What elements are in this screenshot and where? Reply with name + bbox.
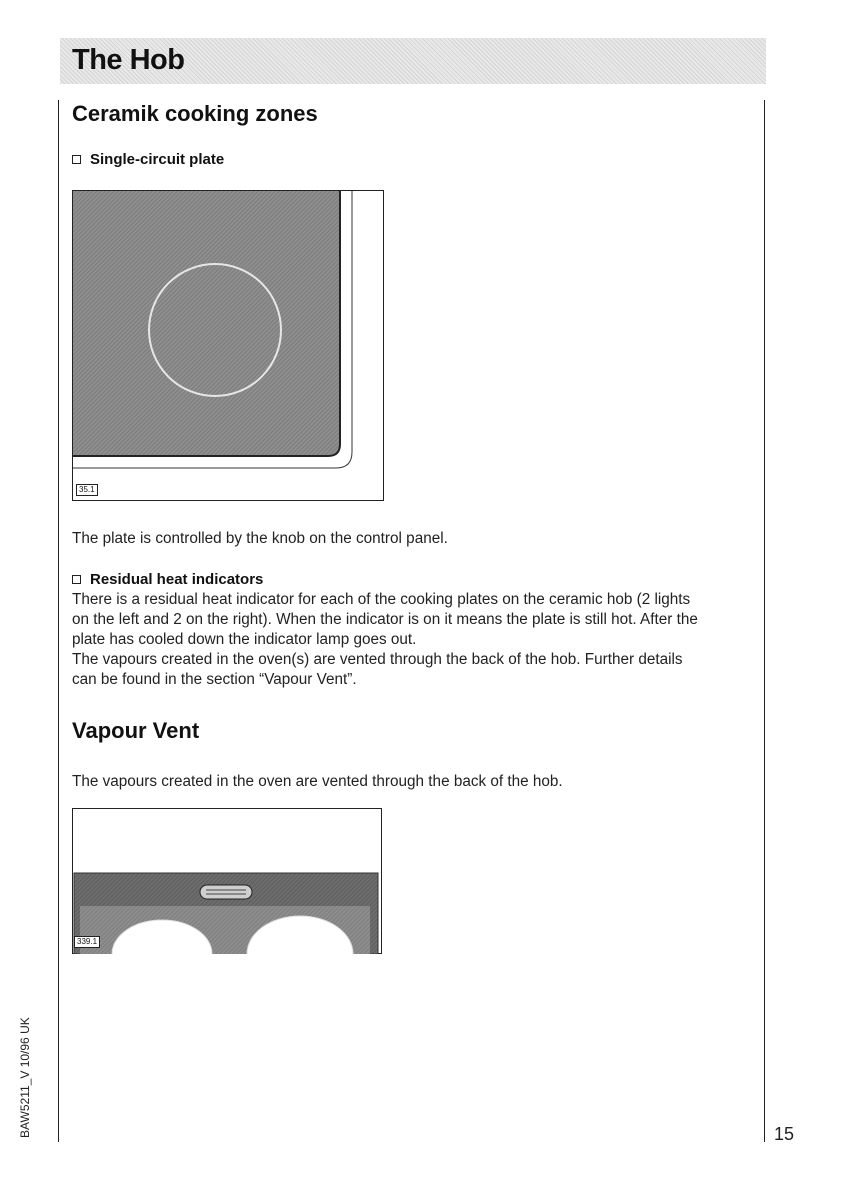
checkbox-bullet-icon — [72, 575, 81, 584]
figure-single-circuit-plate — [72, 190, 384, 501]
figure-vapour-vent — [72, 808, 382, 954]
page-number: 15 — [774, 1124, 795, 1144]
figure-label: 35.1 — [76, 484, 98, 496]
subheading-label: Residual heat indicators — [90, 571, 264, 588]
section-heading-ceramik: Ceramik cooking zones — [72, 101, 318, 126]
paragraph-residual-heat — [72, 590, 754, 690]
right-margin-rule — [764, 100, 765, 1142]
paragraph-line: on the left and 2 on the right). When the indicator is on it means the plate is still hot. After the — [72, 611, 698, 628]
section-heading-vapour-vent: Vapour Vent — [72, 718, 200, 743]
figure-label: 339.1 — [74, 936, 100, 948]
paragraph-line: plate has cooled down the indicator lamp goes out. — [72, 631, 417, 648]
page-title: The Hob — [72, 44, 185, 76]
paragraph-line: can be found in the section “Vapour Vent”. — [72, 671, 357, 688]
checkbox-bullet-icon — [72, 155, 81, 164]
paragraph-vapour-vent: The vapours created in the oven are vented through the back of the hob. — [72, 773, 563, 790]
paragraph-line: There is a residual heat indicator for each of the cooking plates on the ceramic hob (2 lights — [72, 591, 691, 608]
subheading-residual-heat — [72, 571, 263, 588]
document-code: BAW5211_V 10/96 UK — [18, 1017, 32, 1138]
hob-plate-illustration — [72, 190, 384, 501]
subheading-label: Single-circuit plate — [90, 151, 225, 168]
vent-slot — [200, 885, 252, 899]
left-margin-rule — [58, 100, 59, 1142]
subheading-single-circuit — [72, 151, 224, 168]
paragraph-line: The vapours created in the oven(s) are vented through the back of the hob. Further details — [72, 651, 683, 668]
hob-surface — [73, 191, 340, 456]
vapour-vent-illustration — [72, 808, 382, 954]
paragraph-plate-control: The plate is controlled by the knob on the control panel. — [72, 530, 448, 547]
